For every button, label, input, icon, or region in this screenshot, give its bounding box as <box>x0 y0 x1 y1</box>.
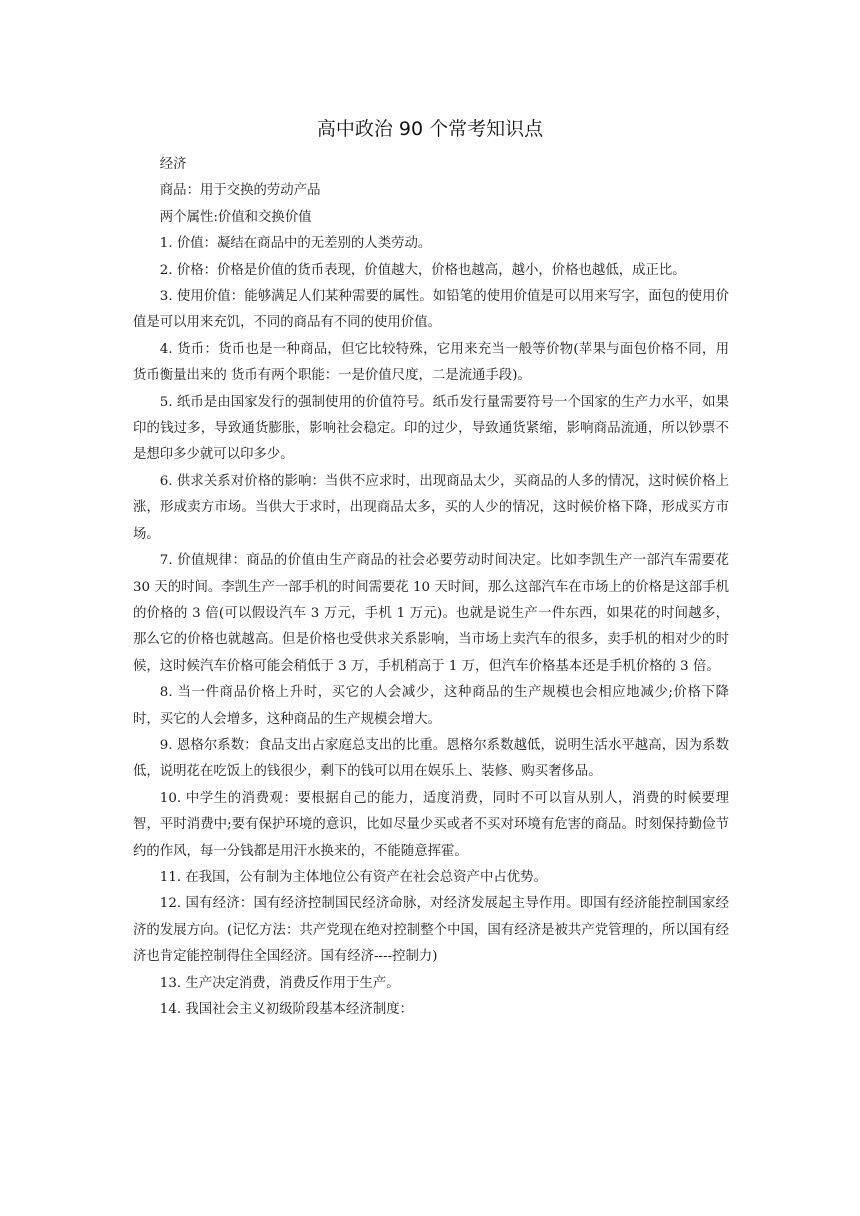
paragraph: 10. 中学生的消费观：要根据自己的能力，适度消费，同时不可以盲从别人，消费的时候要理智，平时消费中;要有保护环境的意识，比如尽量少买或者不买对环境有危害的商品。时刻保持勤俭节约的作风，每一分钱都是用汗水换来的，不能随意挥霍。 <box>133 790 729 859</box>
paragraph: 两个属性:价值和交换价值 <box>159 209 312 225</box>
paragraph: 11. 在我国，公有制为主体地位公有资产在社会总资产中占优势。 <box>159 869 547 885</box>
paragraph: 1. 价值：凝结在商品中的无差别的人类劳动。 <box>159 236 432 252</box>
paragraph: 9. 恩格尔系数：食品支出占家庭总支出的比重。恩格尔系数越低，说明生活水平越高，因为系数低，说明花在吃饭上的钱很少，剩下的钱可以用在娱乐上、装修、购买奢侈品。 <box>133 737 729 780</box>
paragraph: 13. 生产决定消费，消费反作用于生产。 <box>159 975 400 991</box>
paragraph: 2. 价格：价格是价值的货币表现，价值越大，价格也越高，越小，价格也越低，成正比。 <box>159 262 686 278</box>
document-body <box>133 152 729 1023</box>
paragraph: 5. 纸币是由国家发行的强制使用的价值符号。纸币发行量需要符号一个国家的生产力水平，如果印的钱过多，导致通货膨胀，影响社会稳定。印的过少，导致通货紧缩，影响商品流通，所以钞票不是想印多少就可以印多少。 <box>133 394 729 463</box>
paragraph: 8. 当一件商品价格上升时，买它的人会减少，这种商品的生产规模也会相应地减少;价格下降时，买它的人会增多，这种商品的生产规模会增大。 <box>133 685 729 727</box>
paragraph: 7. 价值规律：商品的价值由生产商品的社会必要劳动时间决定。比如李凯生产一部汽车需要花 30 天的时间。李凯生产一部手机的时间需要花 10 天时间，那么这部汽车在市场上的价格是这部手机的价格的 3 倍(可以假设汽车 3 万元，手机 1 万元)。也就是说生产一件东西，如果花的时间越多，那么它的价格也就越高。但是价格也受供求关系影响，当市场上卖汽车的很多，卖手机的相对少的时候，这时候汽车价格可能会稍低于 3 万，手机稍高于 1 万，但汽车价格基本还是手机价格的 3 倍。 <box>133 553 729 674</box>
paragraph: 商品：用于交换的劳动产品 <box>159 183 321 199</box>
section-heading: 经济 <box>159 157 187 172</box>
paragraph: 14. 我国社会主义初级阶段基本经济制度： <box>159 1002 413 1017</box>
paragraph: 6. 供求关系对价格的影响：当供不应求时，出现商品太少，买商品的人多的情况，这时候价格上涨，形成卖方市场。当供大于求时，出现商品太多，买的人少的情况，这时候价格下降，形成买方市场。 <box>133 473 729 542</box>
document-title: 高中政治 90 个常考知识点 <box>316 118 544 140</box>
paragraph: 4. 货币：货币也是一种商品，但它比较特殊，它用来充当一般等价物(苹果与面包价格不同，用货币衡量出来的 货币有两个职能：一是价值尺度，二是流通手段)。 <box>133 341 729 384</box>
paragraph: 3. 使用价值：能够满足人们某种需要的属性。如铅笔的使用价值是可以用来写字，面包的使用价值是可以用来充饥，不同的商品有不同的使用价值。 <box>133 289 729 331</box>
paragraph: 12. 国有经济：国有经济控制国民经济命脉，对经济发展起主导作用。即国有经济能控制国家经济的发展方向。(记忆方法：共产党现在绝对控制整个中国，国有经济是被共产党管理的，所以国有经济也肯定能控制得住全国经济。国有经济----控制力) <box>133 896 729 965</box>
